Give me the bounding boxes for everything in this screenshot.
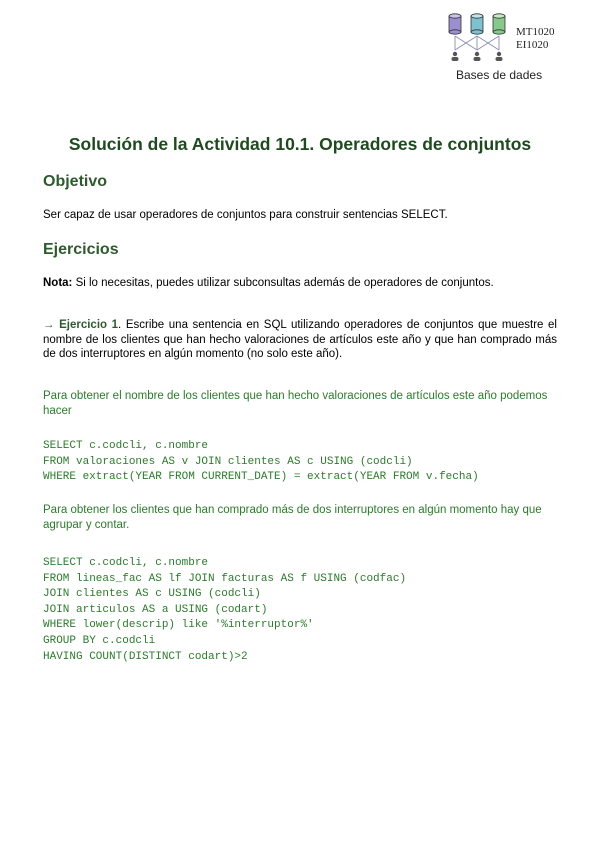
code-line: WHERE extract(YEAR FROM CURRENT_DATE) = extract(YEAR FROM v.fecha) xyxy=(43,471,479,484)
course-caption: Bases de dades xyxy=(456,68,543,82)
section-heading-objetivo: Objetivo xyxy=(43,173,108,190)
note-paragraph xyxy=(43,276,557,291)
section-heading-ejercicios: Ejercicios xyxy=(43,241,119,258)
note-text: Si lo necesitas, puedes utilizar subconsultas además de operadores de conjuntos. xyxy=(72,277,494,289)
objetivo-text: Ser capaz de usar operadores de conjuntos para construir sentencias SELECT. xyxy=(43,209,448,221)
solution-part-1-text: Para obtener el nombre de los clientes que han hecho valoraciones de artículos este año podemos hacer xyxy=(43,390,548,417)
exercise-text: . Escribe una sentencia en SQL utilizando operadores de conjuntos que muestre el nombre de los clientes que han hecho valoraciones de artículos este año y que han comprado más de dos interruptores en algún momento (no solo este año). xyxy=(43,319,557,360)
note-label: Nota: xyxy=(43,277,73,289)
solution-part-2-text: Para obtener los clientes que han comprado más de dos interruptores en algún momento hay que agrupar y contar. xyxy=(43,504,542,531)
course-codes xyxy=(516,26,555,52)
database-network-icon xyxy=(444,12,514,64)
code-line: GROUP BY c.codcli xyxy=(43,634,156,647)
exercise-1-statement xyxy=(43,318,557,362)
code-line: SELECT c.codcli, c.nombre xyxy=(43,440,209,452)
code-line: SELECT c.codcli, c.nombre xyxy=(43,557,209,569)
code-line: FROM lineas_fac AS lf JOIN facturas AS f USING (codfac) xyxy=(43,572,407,585)
course-logo xyxy=(444,12,574,82)
code-line: JOIN articulos AS a USING (codart) xyxy=(43,603,268,616)
arrow-icon: → xyxy=(43,319,55,331)
sql-code-block-2 xyxy=(43,556,406,665)
sql-code-block-1 xyxy=(43,439,479,486)
code-line: WHERE lower(descrip) like '%interruptor%' xyxy=(43,619,314,632)
code-line: FROM valoraciones AS v JOIN clientes AS c USING (codcli) xyxy=(43,455,413,468)
exercise-label: Ejercicio 1 xyxy=(59,319,119,331)
page-title: Solución de la Actividad 10.1. Operadores de conjuntos xyxy=(68,134,532,154)
course-code: MT1020 xyxy=(516,26,555,38)
course-code: EI1020 xyxy=(516,39,549,51)
code-line: HAVING COUNT(DISTINCT codart)>2 xyxy=(43,650,248,663)
code-line: JOIN clientes AS c USING (codcli) xyxy=(43,588,261,601)
